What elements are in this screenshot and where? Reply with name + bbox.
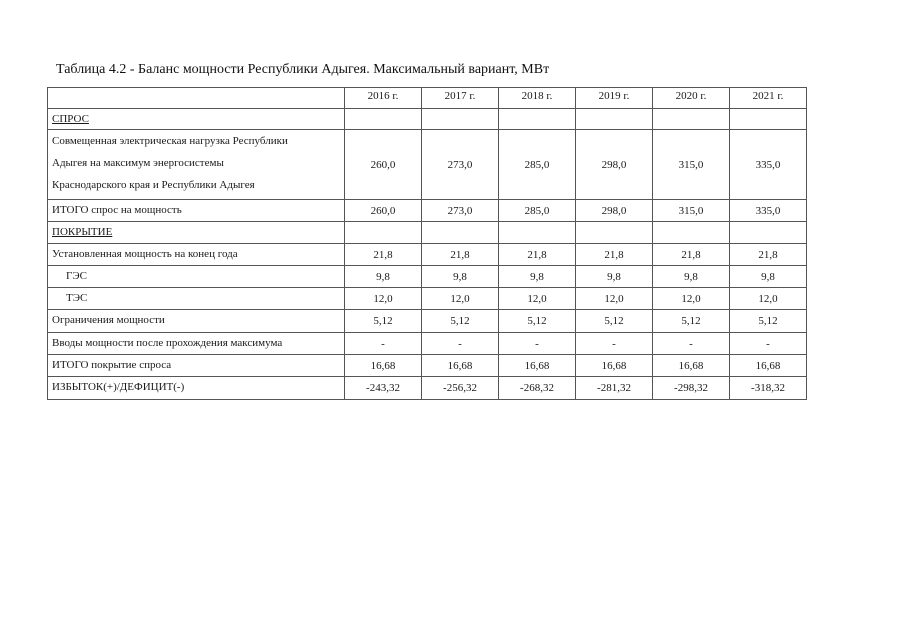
value-cell: -281,32	[576, 377, 653, 400]
value-cell: 273,0	[422, 200, 499, 222]
value-cell: 285,0	[499, 200, 576, 222]
value-cell: 260,0	[345, 200, 422, 222]
value-cell: 21,8	[576, 244, 653, 266]
value-cell: 21,8	[499, 244, 576, 266]
value-cell: 21,8	[653, 244, 730, 266]
value-cell: 16,68	[422, 355, 499, 377]
total-demand-row	[48, 200, 807, 222]
value-cell: 9,8	[422, 266, 499, 288]
value-cell: 285,0	[499, 130, 576, 200]
value-cell: 315,0	[653, 200, 730, 222]
row-label: ИТОГО покрытие спроса	[48, 355, 345, 377]
value-cell: 9,8	[345, 266, 422, 288]
combined-load-row	[48, 130, 807, 200]
value-cell: 260,0	[345, 130, 422, 200]
value-cell: -243,32	[345, 377, 422, 400]
value-cell: 21,8	[345, 244, 422, 266]
value-cell: 5,12	[576, 310, 653, 333]
value-cell: 21,8	[422, 244, 499, 266]
value-cell: 12,0	[576, 288, 653, 310]
row-label: ТЭС	[48, 288, 345, 310]
value-cell: 298,0	[576, 200, 653, 222]
value-cell: 12,0	[730, 288, 807, 310]
row-label: ИЗБЫТОК(+)/ДЕФИЦИТ(-)	[48, 377, 345, 400]
value-cell: 273,0	[422, 130, 499, 200]
hpp-row	[48, 266, 807, 288]
header-row	[48, 88, 807, 109]
value-cell: 5,12	[730, 310, 807, 333]
value-cell: 9,8	[576, 266, 653, 288]
row-label: Ограничения мощности	[48, 310, 345, 333]
value-cell: 315,0	[653, 130, 730, 200]
value-cell: 5,12	[422, 310, 499, 333]
value-cell: -	[576, 333, 653, 355]
value-cell: 5,12	[499, 310, 576, 333]
value-cell: 298,0	[576, 130, 653, 200]
value-cell: 335,0	[730, 200, 807, 222]
header-label-cell	[48, 88, 345, 109]
row-label-line: Совмещенная электрическая нагрузка Республики	[52, 135, 288, 147]
demand-section-row	[48, 109, 807, 130]
value-cell	[345, 109, 422, 130]
value-cell: 9,8	[499, 266, 576, 288]
tpp-row	[48, 288, 807, 310]
post-peak-inputs-row	[48, 333, 807, 355]
value-cell: 21,8	[730, 244, 807, 266]
value-cell: 9,8	[730, 266, 807, 288]
row-label: Установленная мощность на конец года	[48, 244, 345, 266]
value-cell	[499, 222, 576, 244]
value-cell: 12,0	[422, 288, 499, 310]
row-label: ИТОГО спрос на мощность	[48, 200, 345, 222]
year-header: 2017 г.	[422, 88, 499, 109]
value-cell	[730, 109, 807, 130]
value-cell	[422, 109, 499, 130]
table-caption: Таблица 4.2 - Баланс мощности Республики Адыгея. Максимальный вариант, МВт	[56, 62, 550, 77]
value-cell: 12,0	[499, 288, 576, 310]
value-cell: -	[345, 333, 422, 355]
value-cell: -	[422, 333, 499, 355]
row-label-line: Краснодарского края и Республики Адыгея	[52, 179, 255, 191]
value-cell: 12,0	[653, 288, 730, 310]
value-cell	[422, 222, 499, 244]
row-label	[48, 130, 345, 200]
value-cell: 16,68	[576, 355, 653, 377]
year-header: 2021 г.	[730, 88, 807, 109]
capacity-limits-row	[48, 310, 807, 333]
value-cell: 9,8	[653, 266, 730, 288]
value-cell: -	[730, 333, 807, 355]
row-label-line: Адыгея на максимум энергосистемы	[52, 157, 224, 169]
value-cell	[653, 222, 730, 244]
value-cell: 5,12	[653, 310, 730, 333]
value-cell: -256,32	[422, 377, 499, 400]
value-cell: 12,0	[345, 288, 422, 310]
installed-capacity-row	[48, 244, 807, 266]
year-header: 2020 г.	[653, 88, 730, 109]
value-cell	[499, 109, 576, 130]
row-label: Вводы мощности после прохождения максимума	[48, 333, 345, 355]
value-cell: -268,32	[499, 377, 576, 400]
power-balance-table	[47, 87, 807, 400]
value-cell	[730, 222, 807, 244]
year-header: 2019 г.	[576, 88, 653, 109]
value-cell: 16,68	[653, 355, 730, 377]
row-label: СПРОС	[48, 109, 345, 130]
value-cell: -	[653, 333, 730, 355]
surplus-deficit-row	[48, 377, 807, 400]
value-cell	[653, 109, 730, 130]
year-header: 2018 г.	[499, 88, 576, 109]
row-label: ГЭС	[48, 266, 345, 288]
total-coverage-row	[48, 355, 807, 377]
value-cell: -318,32	[730, 377, 807, 400]
value-cell	[576, 222, 653, 244]
value-cell: -	[499, 333, 576, 355]
value-cell: 16,68	[345, 355, 422, 377]
year-header: 2016 г.	[345, 88, 422, 109]
value-cell: 16,68	[730, 355, 807, 377]
row-label: ПОКРЫТИЕ	[48, 222, 345, 244]
value-cell	[576, 109, 653, 130]
value-cell: 5,12	[345, 310, 422, 333]
coverage-section-row	[48, 222, 807, 244]
value-cell	[345, 222, 422, 244]
value-cell: 335,0	[730, 130, 807, 200]
value-cell: 16,68	[499, 355, 576, 377]
value-cell: -298,32	[653, 377, 730, 400]
